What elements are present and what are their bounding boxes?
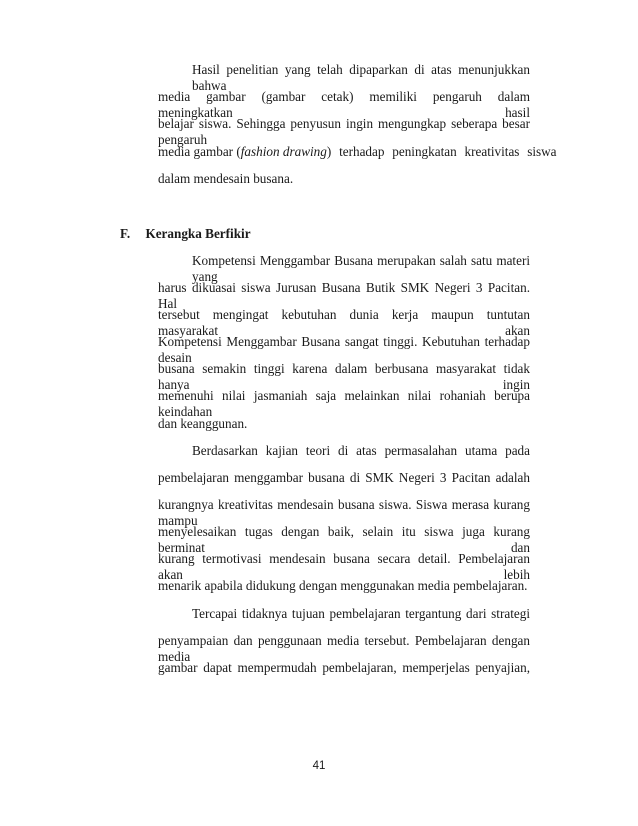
page-number: 41 [312,760,326,772]
section-paragraph-2-line-1: Berdasarkan kajian teori di atas permasalahan utama pada [192,443,530,458]
section-paragraph-3-line-2: penyampaian dan penggunaan media tersebut. Pembelajaran dengan media [158,633,530,664]
section-heading [120,226,251,242]
section-paragraph-3-line-1: Tercapai tidaknya tujuan pembelajaran tergantung dari strategi [192,606,530,621]
paragraph-1-line-2: media gambar (gambar cetak) memiliki pengaruh dalam meningkatkan hasil [158,89,530,120]
section-paragraph-3-line-3: gambar dapat mempermudah pembelajaran, memperjelas penyajian, [158,660,530,675]
section-paragraph-1-line-2: harus dikuasai siswa Jurusan Busana Butik SMK Negeri 3 Pacitan. Hal [158,280,530,311]
section-paragraph-2-line-6: menarik apabila didukung dengan menggunakan media pembelajaran. [158,578,528,593]
line-4-before: media gambar ( [158,144,241,159]
section-paragraph-1-line-7: dan keanggunan. [158,416,248,431]
section-paragraph-1-line-4: Kompetensi Menggambar Busana sangat tinggi. Kebutuhan terhadap desain [158,334,530,365]
section-paragraph-2-line-3: kurangnya kreativitas mendesain busana siswa. Siswa merasa kurang mampu [158,497,530,528]
section-paragraph-2-line-4: menyelesaikan tugas dengan baik, selain itu siswa juga kurang berminat dan [158,524,530,555]
paragraph-1-line-4 [158,144,557,160]
section-title: Kerangka Berfikir [145,226,251,241]
section-paragraph-2-line-5: kurang termotivasi mendesain busana secara detail. Pembelajaran akan lebih [158,551,530,582]
fashion-drawing-italic: fashion drawing [240,144,327,159]
section-paragraph-1-line-1: Kompetensi Menggambar Busana merupakan salah satu materi yang [192,253,530,284]
section-paragraph-1-line-6: memenuhi nilai jasmaniah saja melainkan nilai rohaniah berupa keindahan [158,388,530,419]
section-number: F. [120,226,131,241]
paragraph-1-line-3: belajar siswa. Sehingga penyusun ingin mengungkap seberapa besar pengaruh [158,116,530,147]
line-4-lead [158,144,557,160]
section-paragraph-1-line-3: tersebut mengingat kebutuhan dunia kerja maupun tuntutan masyarakat akan [158,307,530,338]
section-paragraph-2-line-2: pembelajaran menggambar busana di SMK Negeri 3 Pacitan adalah [158,470,530,485]
paragraph-1-line-1: Hasil penelitian yang telah dipaparkan di atas menunjukkan bahwa [192,62,530,93]
section-paragraph-1-line-5: busana semakin tinggi karena dalam berbusana masyarakat tidak hanya ingin [158,361,530,392]
paragraph-1-line-5: dalam mendesain busana. [158,171,294,186]
line-4-after: ) terhadap peningkatan kreativitas siswa [326,144,557,159]
